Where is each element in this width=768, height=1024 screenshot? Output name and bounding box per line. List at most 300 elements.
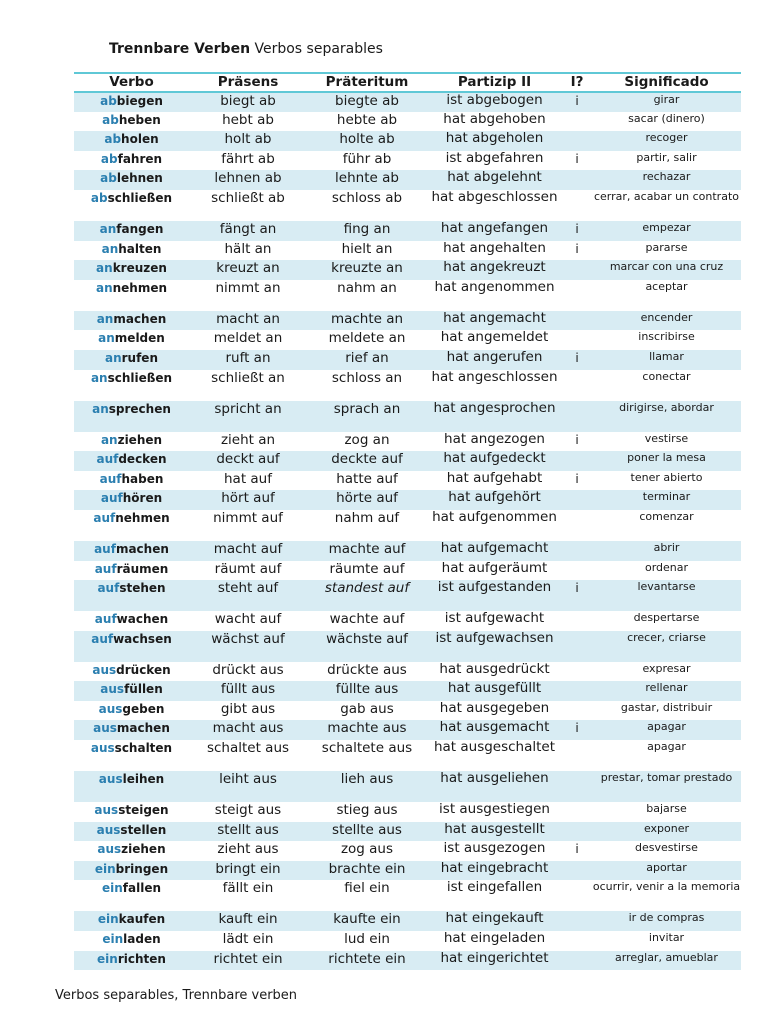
- irregular-cell: [562, 911, 592, 931]
- prasens-cell: deckt auf: [189, 451, 307, 471]
- prasens-cell: stellt aus: [189, 822, 307, 842]
- verb-stem: fahren: [117, 151, 163, 166]
- prateritum-cell: zog aus: [340, 841, 394, 858]
- prateritum-cell: machte an: [307, 311, 427, 331]
- verb-prefix: an: [101, 241, 119, 256]
- significado-cell: abrir: [592, 541, 741, 561]
- table-row: [74, 931, 741, 951]
- table-row: [74, 720, 741, 740]
- irregular-cell: i: [562, 580, 592, 611]
- verb-prefix: ein: [97, 951, 118, 966]
- significado-cell: crecer, criarse: [592, 631, 741, 662]
- page-footer: Verbos separables, Trennbare verben: [55, 988, 298, 1003]
- verb-cell: [74, 241, 189, 261]
- significado-cell: apagar: [592, 720, 741, 740]
- irregular-cell: i: [562, 221, 592, 241]
- partizip-cell: hat angekreuzt: [427, 260, 562, 280]
- verb-cell: [74, 92, 189, 112]
- irregular-cell: [562, 561, 592, 581]
- verb-cell: [74, 370, 189, 401]
- verb-prefix: an: [90, 370, 108, 385]
- verb-cell: [74, 931, 189, 951]
- significado-cell: empezar: [592, 221, 741, 241]
- irregular-cell: [562, 802, 592, 822]
- prateritum-cell: fing an: [307, 221, 427, 241]
- prasens-cell: meldet an: [213, 330, 283, 347]
- title-german: Trennbare Verben: [109, 41, 251, 57]
- prateritum-cell: stellte aus: [307, 822, 427, 842]
- header-partizip: Partizip II: [427, 73, 562, 92]
- verb-stem: fangen: [116, 221, 164, 236]
- verb-cell: [74, 350, 189, 370]
- prasens-cell: bringt ein: [189, 861, 307, 881]
- prateritum-cell: schaltete aus: [321, 740, 413, 757]
- verb-prefix: aus: [100, 682, 125, 697]
- table-row: [74, 802, 741, 822]
- prasens-cell: leiht aus: [189, 771, 307, 802]
- verb-cell: [74, 260, 189, 280]
- partizip-cell: hat angemeldet: [440, 330, 549, 346]
- verb-prefix: ab: [100, 171, 117, 186]
- verb-stem: kreuzen: [112, 261, 167, 276]
- verb-cell: [74, 802, 189, 822]
- verb-prefix: ein: [94, 861, 116, 876]
- significado-cell: expresar: [642, 661, 691, 675]
- prasens-cell: biegt ab: [189, 92, 307, 112]
- partizip-cell: hat abgelehnt: [427, 170, 562, 190]
- irregular-cell: [562, 701, 592, 721]
- prateritum-cell: führ ab: [342, 150, 392, 167]
- verb-prefix: auf: [100, 491, 123, 506]
- table-row: [74, 260, 741, 280]
- prateritum-cell: hebte ab: [336, 111, 398, 128]
- verb-stem: schalten: [114, 741, 173, 756]
- significado-cell: arreglar, amueblar: [592, 951, 741, 971]
- header-prateritum: Präteritum: [307, 73, 427, 92]
- irregular-cell: [562, 861, 592, 881]
- title-spanish: Verbos separables: [250, 41, 383, 57]
- prateritum-cell: nahm auf: [334, 509, 400, 526]
- verb-stem: nehmen: [112, 280, 168, 295]
- significado-cell: apagar: [647, 740, 686, 754]
- prateritum-cell: rief an: [307, 350, 427, 370]
- verb-stem: stellen: [120, 822, 167, 837]
- irregular-cell: [562, 822, 592, 842]
- prateritum-cell: brachte ein: [307, 861, 427, 881]
- significado-cell: encender: [592, 311, 741, 331]
- verb-cell: [74, 311, 189, 331]
- significado-cell: rellenar: [592, 681, 741, 701]
- irregular-cell: i: [575, 842, 579, 857]
- prasens-cell: lädt ein: [222, 931, 274, 948]
- partizip-cell: ist aufgewacht: [444, 611, 545, 627]
- verb-stem: schließen: [107, 370, 173, 385]
- irregular-cell: i: [575, 471, 579, 486]
- irregular-cell: [562, 401, 592, 432]
- verb-prefix: an: [100, 432, 118, 447]
- irregular-cell: [562, 880, 592, 911]
- verb-stem: ziehen: [117, 432, 163, 447]
- prateritum-cell: lieh aus: [307, 771, 427, 802]
- verb-stem: machen: [115, 541, 169, 556]
- significado-cell: desvestirse: [635, 841, 698, 855]
- table-row: [74, 701, 741, 721]
- table-row: [74, 841, 741, 861]
- table-row: [74, 611, 741, 631]
- verb-cell: [74, 151, 189, 171]
- verb-cell: [74, 490, 189, 510]
- prateritum-cell: drückte aus: [327, 661, 407, 678]
- verbs-table: [74, 72, 741, 970]
- prateritum-cell: zog an: [344, 431, 390, 448]
- prasens-cell: wächst auf: [189, 631, 307, 662]
- irregular-cell: [562, 170, 592, 190]
- verb-prefix: an: [99, 221, 117, 236]
- irregular-cell: [562, 370, 592, 401]
- prasens-cell: kreuzt an: [189, 260, 307, 280]
- verb-stem: lehnen: [116, 171, 163, 186]
- prateritum-cell: gab aus: [340, 700, 394, 717]
- verb-stem: heben: [118, 112, 161, 127]
- prateritum-cell: hielt an: [341, 240, 393, 257]
- prateritum-cell: kaufte ein: [307, 911, 427, 931]
- irregular-cell: [562, 490, 592, 510]
- irregular-cell: [562, 330, 592, 350]
- verb-stem: laden: [123, 932, 161, 947]
- table-row: [74, 631, 741, 662]
- verb-cell: [74, 451, 189, 471]
- partizip-cell: hat abgehoben: [443, 111, 546, 127]
- table-row: [74, 131, 741, 151]
- verb-stem: richten: [117, 951, 166, 966]
- table-row: [74, 771, 741, 802]
- prateritum-cell: wächste auf: [307, 631, 427, 662]
- document-title: [109, 41, 383, 57]
- prasens-cell: steigt aus: [214, 802, 282, 819]
- verb-cell: [74, 112, 189, 132]
- partizip-cell: hat aufgemacht: [427, 541, 562, 561]
- irregular-cell: [562, 541, 592, 561]
- significado-cell: despertarse: [633, 611, 700, 625]
- verb-cell: [74, 911, 189, 931]
- verb-cell: [74, 401, 189, 432]
- prateritum-cell: schloss an: [331, 369, 403, 386]
- significado-cell: ocurrir, venir a la memoria: [592, 880, 741, 894]
- verb-prefix: an: [95, 280, 113, 295]
- irregular-cell: [562, 280, 592, 311]
- prateritum-cell: holte ab: [307, 131, 427, 151]
- partizip-cell: hat angerufen: [427, 350, 562, 370]
- irregular-cell: i: [575, 432, 579, 447]
- table-row: [74, 370, 741, 401]
- verb-stem: schließen: [107, 190, 173, 205]
- prasens-cell: nimmt an: [215, 279, 281, 296]
- verb-cell: [74, 580, 189, 611]
- prasens-cell: hört auf: [189, 490, 307, 510]
- prasens-cell: steht auf: [189, 580, 307, 611]
- header-verbo: Verbo: [74, 73, 189, 92]
- partizip-cell: hat ausgefüllt: [427, 681, 562, 701]
- table-row: [74, 580, 741, 611]
- irregular-cell: [562, 631, 592, 662]
- header-irregular: I?: [562, 73, 592, 92]
- partizip-cell: hat angeschlossen: [431, 369, 558, 385]
- significado-cell: recoger: [592, 131, 741, 151]
- verb-stem: hören: [122, 491, 163, 506]
- partizip-cell: hat ausgedrückt: [439, 661, 550, 677]
- significado-cell: partir, salir: [636, 150, 697, 164]
- prasens-cell: kauft ein: [189, 911, 307, 931]
- table-row: [74, 662, 741, 682]
- verb-cell: [74, 631, 189, 662]
- table-row: [74, 151, 741, 171]
- verb-prefix: an: [98, 331, 115, 346]
- prasens-cell: richtet ein: [189, 951, 307, 971]
- significado-cell: bajarse: [646, 802, 687, 816]
- verb-prefix: ein: [101, 881, 123, 896]
- verb-cell: [74, 471, 189, 491]
- table-row: [74, 92, 741, 112]
- verb-stem: kaufen: [118, 912, 166, 927]
- significado-cell: gastar, distribuir: [620, 700, 713, 714]
- irregular-cell: i: [562, 350, 592, 370]
- prasens-cell: schaltet aus: [206, 740, 290, 757]
- prasens-cell: füllt aus: [189, 681, 307, 701]
- header-significado: Significado: [592, 73, 741, 92]
- partizip-cell: ist eingefallen: [446, 880, 543, 896]
- prasens-cell: hebt ab: [222, 111, 274, 128]
- partizip-cell: hat ausgeliehen: [427, 771, 562, 802]
- verb-prefix: auf: [97, 581, 120, 596]
- partizip-cell: hat ausgemacht: [427, 720, 562, 740]
- irregular-cell: [562, 681, 592, 701]
- significado-cell: aceptar: [645, 279, 688, 293]
- prasens-cell: schließt an: [211, 369, 285, 386]
- table-row: [74, 681, 741, 701]
- irregular-cell: [562, 951, 592, 971]
- significado-cell: sacar (dinero): [628, 111, 705, 125]
- prasens-cell: fällt ein: [222, 880, 274, 897]
- verb-cell: [74, 221, 189, 241]
- partizip-cell: hat ausgegeben: [439, 700, 550, 716]
- verb-prefix: auf: [94, 561, 117, 576]
- partizip-cell: hat aufgehört: [427, 490, 562, 510]
- partizip-cell: hat abgeschlossen: [431, 189, 558, 205]
- verb-cell: [74, 190, 189, 221]
- significado-cell: conectar: [642, 369, 691, 383]
- prasens-cell: zieht aus: [217, 841, 279, 858]
- partizip-cell: hat abgeholen: [427, 131, 562, 151]
- verb-stem: drücken: [116, 662, 171, 677]
- verb-prefix: ab: [100, 94, 117, 108]
- verb-prefix: ab: [90, 190, 108, 205]
- table-header-row: [74, 73, 741, 92]
- verb-stem: leihen: [122, 772, 165, 787]
- table-row: [74, 822, 741, 842]
- prateritum-cell: hatte auf: [336, 470, 398, 487]
- verb-stem: decken: [118, 452, 167, 467]
- prasens-cell: fährt ab: [221, 150, 275, 167]
- irregular-cell: [562, 771, 592, 802]
- verb-prefix: an: [96, 261, 113, 276]
- prasens-cell: macht an: [189, 311, 307, 331]
- table-row: [74, 432, 741, 452]
- verb-stem: sprechen: [108, 401, 171, 416]
- verb-prefix: ab: [100, 151, 118, 166]
- verb-stem: machen: [116, 721, 170, 736]
- prasens-cell: schließt ab: [211, 189, 285, 206]
- verb-prefix: aus: [96, 822, 121, 837]
- verb-stem: stehen: [119, 581, 166, 596]
- table-row: [74, 401, 741, 432]
- prateritum-cell: hörte auf: [307, 490, 427, 510]
- partizip-cell: hat angemacht: [427, 311, 562, 331]
- prateritum-cell: wachte auf: [329, 611, 405, 628]
- table-row: [74, 311, 741, 331]
- verb-stem: wachen: [116, 612, 169, 627]
- verb-cell: [74, 822, 189, 842]
- irregular-cell: [562, 190, 592, 221]
- partizip-cell: hat eingekauft: [427, 911, 562, 931]
- significado-cell: llamar: [592, 350, 741, 370]
- prasens-cell: holt ab: [189, 131, 307, 151]
- partizip-cell: hat aufgehabt: [446, 470, 543, 486]
- table-row: [74, 740, 741, 771]
- verb-cell: [74, 951, 189, 971]
- irregular-cell: [562, 510, 592, 541]
- verb-cell: [74, 681, 189, 701]
- verb-prefix: ab: [102, 112, 119, 127]
- partizip-cell: ist ausgezogen: [443, 841, 546, 857]
- significado-cell: tener abierto: [630, 470, 703, 484]
- irregular-cell: i: [562, 92, 592, 112]
- significado-cell: terminar: [592, 490, 741, 510]
- table-row: [74, 112, 741, 132]
- table-row: [74, 170, 741, 190]
- prasens-cell: drückt aus: [212, 661, 284, 678]
- verb-stem: biegen: [116, 94, 163, 108]
- verb-prefix: an: [96, 311, 114, 326]
- partizip-cell: ist abgefahren: [445, 150, 544, 166]
- table-body: [74, 92, 741, 970]
- verb-stem: bringen: [115, 861, 169, 876]
- verb-cell: [74, 771, 189, 802]
- prasens-cell: spricht an: [189, 401, 307, 432]
- prateritum-cell: fiel ein: [344, 880, 390, 897]
- verb-stem: machen: [113, 311, 167, 326]
- significado-cell: exponer: [592, 822, 741, 842]
- verb-prefix: aus: [98, 772, 123, 787]
- irregular-cell: i: [562, 720, 592, 740]
- table-row: [74, 880, 741, 911]
- prasens-cell: räumt auf: [214, 560, 282, 577]
- significado-cell: marcar con una cruz: [592, 260, 741, 280]
- verb-prefix: ein: [97, 912, 119, 927]
- partizip-cell: hat eingebracht: [427, 861, 562, 881]
- irregular-cell: [562, 611, 592, 631]
- prateritum-cell: lud ein: [344, 931, 390, 948]
- verb-cell: [74, 330, 189, 350]
- table-row: [74, 451, 741, 471]
- significado-cell: levantarse: [592, 580, 741, 611]
- prasens-cell: macht aus: [189, 720, 307, 740]
- partizip-cell: hat angenommen: [434, 279, 555, 295]
- verb-cell: [74, 432, 189, 452]
- verb-stem: melden: [114, 331, 165, 346]
- prateritum-cell: nahm an: [337, 279, 397, 296]
- irregular-cell: [562, 931, 592, 951]
- prateritum-cell: sprach an: [307, 401, 427, 432]
- partizip-cell: hat ausgeschaltet: [433, 740, 556, 756]
- table-row: [74, 951, 741, 971]
- prateritum-cell: machte auf: [307, 541, 427, 561]
- verb-stem: geben: [122, 701, 165, 716]
- prateritum-cell: biegte ab: [307, 92, 427, 112]
- header-prasens: Präsens: [189, 73, 307, 92]
- prasens-cell: fängt an: [189, 221, 307, 241]
- prasens-cell: wacht auf: [214, 611, 282, 628]
- significado-cell: cerrar, acabar un contrato: [593, 189, 739, 203]
- prateritum-cell: kreuzte an: [307, 260, 427, 280]
- partizip-cell: ist abgebogen: [427, 92, 562, 112]
- partizip-cell: hat angesprochen: [427, 401, 562, 432]
- significado-cell: comenzar: [639, 509, 694, 523]
- prateritum-cell: stieg aus: [336, 802, 398, 819]
- partizip-cell: ist aufgestanden: [427, 580, 562, 611]
- verb-stem: ziehen: [121, 842, 166, 857]
- verb-cell: [74, 541, 189, 561]
- irregular-cell: [562, 451, 592, 471]
- significado-cell: ordenar: [644, 560, 689, 574]
- partizip-cell: ist aufgewachsen: [427, 631, 562, 662]
- prasens-cell: hat auf: [224, 470, 272, 487]
- prateritum-cell: schloss ab: [331, 189, 403, 206]
- verb-prefix: auf: [91, 631, 114, 646]
- table-row: [74, 350, 741, 370]
- partizip-cell: hat ausgestellt: [427, 822, 562, 842]
- prateritum-cell: lehnte ab: [307, 170, 427, 190]
- verb-cell: [74, 561, 189, 581]
- significado-cell: vestirse: [644, 431, 689, 445]
- partizip-cell: hat angehalten: [443, 240, 546, 256]
- verb-cell: [74, 841, 189, 861]
- verb-prefix: an: [92, 401, 109, 416]
- prasens-cell: gibt aus: [220, 700, 276, 717]
- verb-stem: nehmen: [115, 510, 170, 525]
- prateritum-cell: standest auf: [307, 580, 427, 611]
- significado-cell: ir de compras: [592, 911, 741, 931]
- significado-cell: pararse: [645, 240, 688, 254]
- partizip-cell: ist ausgestiegen: [439, 802, 550, 818]
- verb-stem: wachsen: [113, 631, 172, 646]
- prateritum-cell: deckte auf: [307, 451, 427, 471]
- verb-cell: [74, 701, 189, 721]
- table-row: [74, 241, 741, 261]
- verb-stem: halten: [118, 241, 162, 256]
- verb-cell: [74, 510, 189, 541]
- partizip-cell: hat eingeladen: [443, 931, 546, 947]
- significado-cell: poner la mesa: [592, 451, 741, 471]
- verb-cell: [74, 131, 189, 151]
- prasens-cell: macht auf: [189, 541, 307, 561]
- table-row: [74, 510, 741, 541]
- table-row: [74, 280, 741, 311]
- verb-prefix: aus: [92, 662, 117, 677]
- verb-stem: rufen: [121, 350, 158, 365]
- prateritum-cell: machte aus: [307, 720, 427, 740]
- partizip-cell: hat angefangen: [427, 221, 562, 241]
- verb-prefix: ein: [102, 932, 124, 947]
